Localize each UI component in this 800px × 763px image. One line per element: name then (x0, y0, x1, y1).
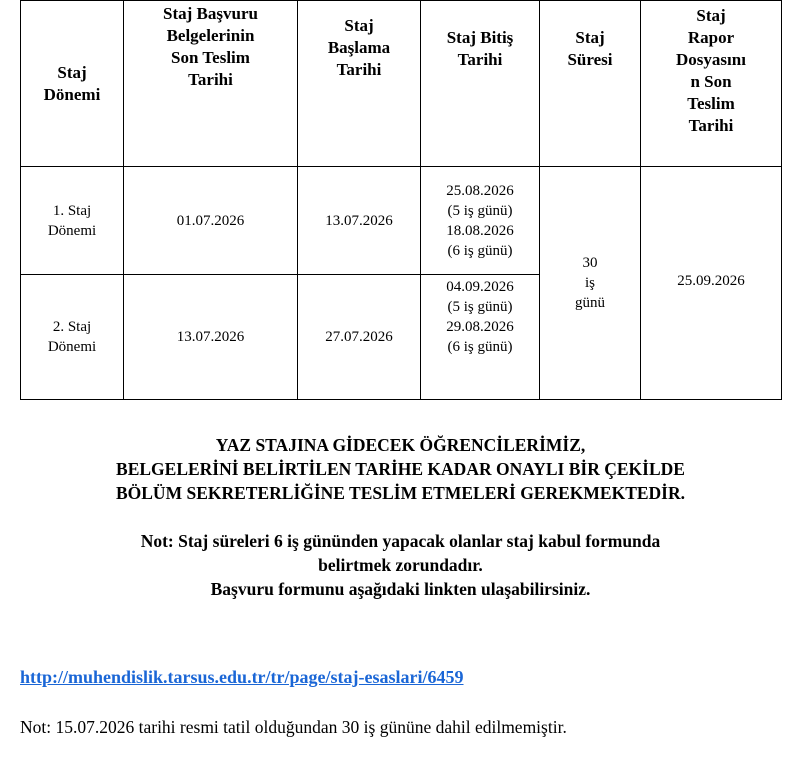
cell-baslama: 13.07.2026 (298, 167, 421, 275)
header-basvuru-son-teslim: Staj Başvuru Belgelerinin Son Teslim Tarihi (124, 1, 298, 167)
cell-rapor-teslim: 25.09.2026 (641, 167, 782, 400)
cell-baslama: 27.07.2026 (298, 275, 421, 400)
cell-donem: 2. Staj Dönemi (21, 275, 124, 400)
internship-schedule-table (20, 0, 782, 400)
duration-note: Not: Staj süreleri 6 iş gününden yapacak olanlar staj kabul formunda belirtmek zorundadır. Başvuru formunu aşağıdaki linkten ulaşabilirsiniz. (140, 531, 661, 599)
cell-donem: 1. Staj Dönemi (21, 167, 124, 275)
cell-bitis: 04.09.2026 (5 iş günü) 29.08.2026 (6 iş günü) (421, 275, 540, 400)
header-rapor-teslim-tarihi: Staj Rapor Dosyasını n Son Teslim Tarihi (641, 1, 782, 167)
holiday-footnote: Not: 15.07.2026 tarihi resmi tatil olduğundan 30 iş gününe dahil edilmemiştir. (20, 717, 567, 737)
submission-notice: YAZ STAJINA GİDECEK ÖĞRENCİLERİMİZ, BELGELERİNİ BELİRTİLEN TARİHE KADAR ONAYLI BİR ÇEKİLDE BÖLÜM SEKRETERLİĞİNE TESLİM ETMELERİ GEREKMEKTEDİR. (115, 435, 686, 503)
cell-staj-suresi: 30 iş günü (540, 167, 641, 400)
header-bitis-tarihi: Staj Bitiş Tarihi (421, 1, 540, 167)
table-header-row (21, 1, 782, 167)
cell-bitis: 25.08.2026 (5 iş günü) 18.08.2026 (6 iş günü) (421, 167, 540, 275)
header-staj-donemi: Staj Dönemi (21, 1, 124, 167)
header-staj-suresi: Staj Süresi (540, 1, 641, 167)
header-baslama-tarihi: Staj Başlama Tarihi (298, 1, 421, 167)
cell-basvuru: 01.07.2026 (124, 167, 298, 275)
cell-basvuru: 13.07.2026 (124, 275, 298, 400)
application-form-link[interactable]: http://muhendislik.tarsus.edu.tr/tr/page/staj-esaslari/6459 (20, 667, 464, 687)
table-row (21, 167, 782, 275)
